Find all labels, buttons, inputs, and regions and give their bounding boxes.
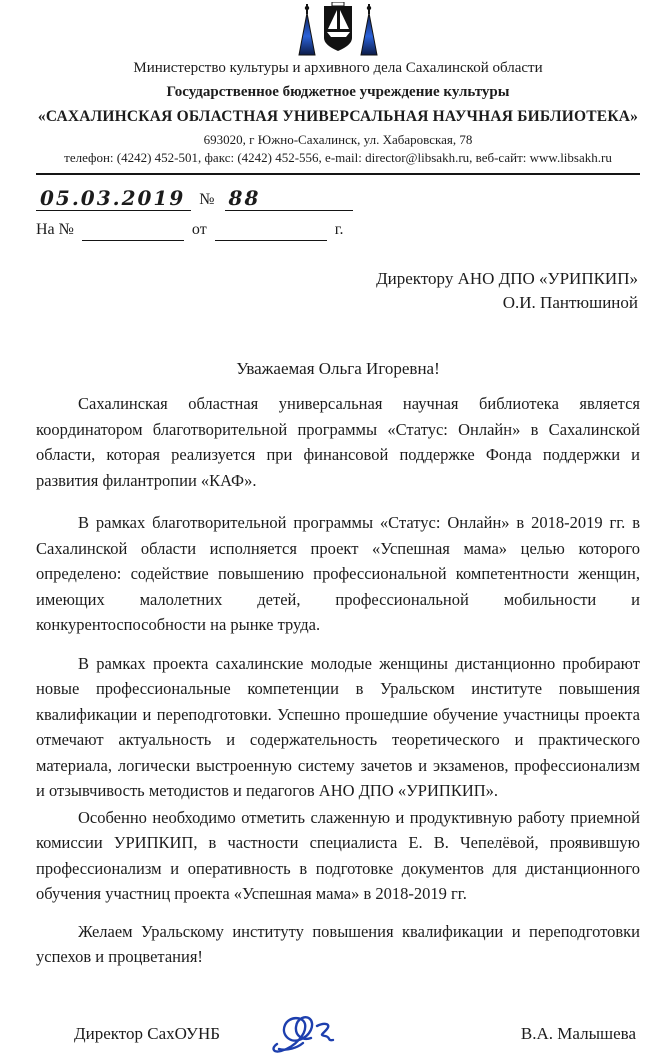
salutation: Уважаемая Ольга Игоревна! <box>236 359 440 378</box>
address-line: 693020, г Южно-Сахалинск, ул. Хабаровская, 78 <box>203 132 473 147</box>
signer-position: Директор СахОУНБ <box>74 1023 221 1043</box>
reply-reference-line <box>36 215 640 241</box>
reply-from-label: от <box>191 221 207 238</box>
reply-date-field <box>215 222 327 241</box>
outgoing-number-line <box>36 181 640 211</box>
signature-block <box>36 1008 640 1060</box>
handwritten-signature-icon <box>267 1010 353 1058</box>
right-tower-shape <box>361 4 377 55</box>
ministry-line: Министерство культуры и архивного дела Сахалинской области <box>133 60 543 76</box>
reference-block <box>36 181 640 241</box>
addressee-name: О.И. Пантюшиной <box>502 293 638 312</box>
addressee-block <box>36 267 640 315</box>
contacts-line: телефон: (4242) 452-501, факс: (4242) 452-556, e-mail: director@libsakh.ru, веб-сайт: www.libsakh.ru <box>64 150 612 165</box>
reply-number-label: На № <box>36 221 74 238</box>
coat-of-arms-icon <box>287 2 389 56</box>
paragraph-3: В рамках проекта сахалинские молодые женщины дистанционно пробирают новые профессиональные компетенции в Уральском институте повышения квалификации и переподготовки. Успешно прошедшие обучение участницы проекта отмечают актуальность и содержательность теоретического и практического материала, логически выстроенную систему зачетов и экзаменов, профессионализм и отзывчивость методистов и педагогов АНО ДПО «УРИПКИП». <box>36 653 640 800</box>
handwritten-number: 88 <box>228 186 261 210</box>
paragraph-5: Желаем Уральскому институту повышения квалификации и переподготовки успехов и процветания! <box>36 921 640 966</box>
letterhead-divider <box>36 173 640 175</box>
org-name-line: «САХАЛИНСКАЯ ОБЛАСТНАЯ УНИВЕРСАЛЬНАЯ НАУЧНАЯ БИБЛИОТЕКА» <box>37 108 639 125</box>
letterhead-emblem-area <box>36 0 640 56</box>
shield-ship-shape <box>324 2 352 51</box>
reply-year-suffix: г. <box>334 221 344 238</box>
letter-body <box>36 391 640 970</box>
handwritten-date: 05.03.2019 <box>40 186 186 210</box>
left-tower-shape <box>299 4 315 55</box>
paragraph-2: В рамках благотворительной программы «Статус: Онлайн» в 2018-2019 гг. в Сахалинской области исполняется проект «Успешная мама» целью которого определено: содействие повышению профессиональной компетентности женщин, имеющих малолетних детей, профессиональной мобильности и конкурентоспособности на рынке труда. <box>36 513 640 634</box>
outgoing-date-field <box>36 186 191 211</box>
reply-number-field <box>82 222 184 241</box>
outgoing-number-field <box>225 186 353 211</box>
org-type-line: Государственное бюджетное учреждение культуры <box>166 84 510 100</box>
addressee-position: Директору АНО ДПО «УРИПКИП» <box>376 269 638 288</box>
number-sign-label: № <box>199 191 215 208</box>
signer-name: В.А. Малышева <box>520 1023 636 1043</box>
paragraph-1: Сахалинская областная универсальная научная библиотека является координатором благотворительной программы «Статус: Онлайн» в Сахалинской области, которая реализуется при финансовой поддержке Фонда поддержки и развития филантропии «КАФ». <box>36 394 640 490</box>
paragraph-4: Особенно необходимо отметить слаженную и продуктивную работу приемной комиссии УРИПКИП, в частности специалиста Е. В. Чепелёвой, проявившую профессионализм и оперативность в подготовке документов для дистанционного обучения участниц проекта «Успешная мама» в 2018-2019 гг. <box>36 807 640 903</box>
